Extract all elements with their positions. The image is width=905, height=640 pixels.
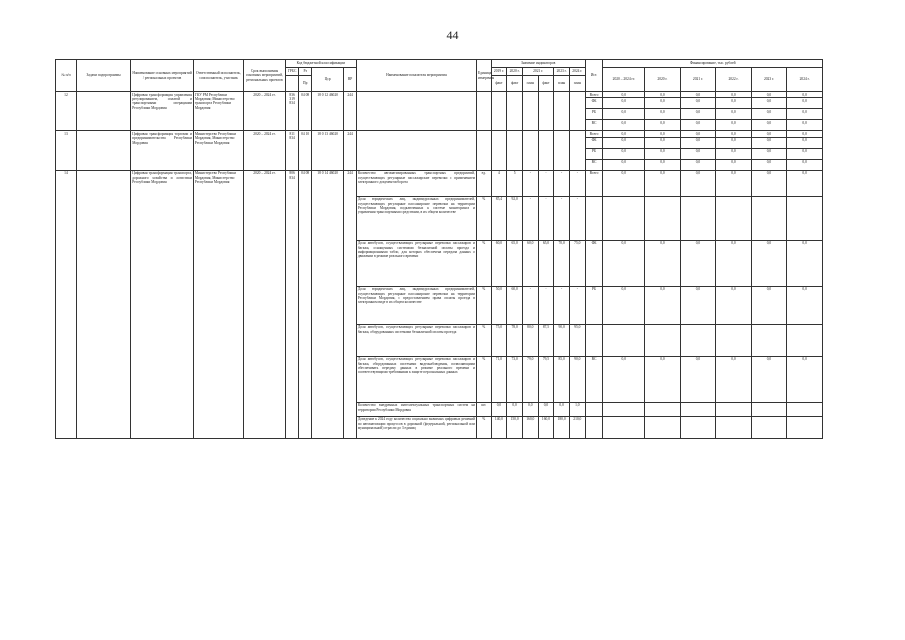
finance-value: 0,0 xyxy=(680,109,716,120)
row-indicator-value xyxy=(538,131,554,170)
row-indicator-value xyxy=(569,92,585,131)
finance-source: РБ xyxy=(585,286,603,324)
finance-value xyxy=(680,324,716,356)
indicator-value: 160,0 xyxy=(522,416,538,438)
page-number: 44 xyxy=(446,28,459,42)
indicator-value: - xyxy=(522,286,538,324)
row-indicator-value xyxy=(507,92,523,131)
col-indicator-values-header: Значение индикаторов xyxy=(491,60,585,68)
indicator-value: - xyxy=(538,170,554,196)
finance-value: 0,0 xyxy=(680,98,716,109)
finance-source: ВС xyxy=(585,120,603,131)
indicator-value: 60,0 xyxy=(491,240,507,286)
row-indicator-value xyxy=(522,131,538,170)
sub-plan-3: план xyxy=(569,76,585,92)
indicator-value: - xyxy=(569,170,585,196)
finance-value: 0,0 xyxy=(603,159,645,170)
indicator-value: 95,0 xyxy=(569,324,585,356)
finance-value: 0,0 xyxy=(716,286,752,324)
indicator-unit: шт. xyxy=(476,402,491,416)
finance-source: Всего xyxy=(585,131,603,137)
bcc-csr: Цср xyxy=(311,68,343,92)
indicator-value: 210,0 xyxy=(569,416,585,438)
finance-value: 0,0 xyxy=(787,148,823,159)
indicator-unit: % xyxy=(476,416,491,438)
finance-value xyxy=(680,196,716,240)
indicator-value: 65,0 xyxy=(538,240,554,286)
bcc-grbs: ГРБС xyxy=(285,68,299,76)
finance-value: 0,0 xyxy=(603,131,645,137)
indicator-unit: % xyxy=(476,286,491,324)
sub-fact-2: факт xyxy=(507,76,523,92)
finance-value: 0,0 xyxy=(603,92,645,98)
finance-value: 0,0 xyxy=(751,109,787,120)
row-grbs: 836 319 834 xyxy=(285,92,299,131)
row-number: 12 xyxy=(56,92,77,131)
finance-source: ФБ xyxy=(585,137,603,148)
finance-value xyxy=(751,196,787,240)
row-term: 2020 – 2024 гг. xyxy=(244,131,286,170)
row-indicator-value xyxy=(507,131,523,170)
finance-value: 0,0 xyxy=(716,137,752,148)
bcc-rz: Рз xyxy=(299,68,312,76)
finance-value: 0,0 xyxy=(787,131,823,137)
indicator-value: 87,5 xyxy=(538,324,554,356)
indicator-name: Доведение к 2024 году количества социально значимых цифровых решений по автоматизации процессов в дорожной (федеральной, региональной или муниципальной) отрасли до 3 единиц xyxy=(356,416,476,438)
fin-total: 2020 – 2024 гг. xyxy=(603,68,645,92)
indicator-value: - xyxy=(538,286,554,324)
indicator-value: 60,0 xyxy=(522,240,538,286)
finance-value: 0,0 xyxy=(787,137,823,148)
row-csr: 18 0 12 46020 xyxy=(311,92,343,131)
row-csr: 18 0 13 46020 xyxy=(311,131,343,170)
indicator-value: - xyxy=(569,196,585,240)
row-indicator-value xyxy=(491,92,507,131)
finance-value: 0,0 xyxy=(603,137,645,148)
indicator-value: 180,0 xyxy=(554,416,570,438)
col-unit-header: Единица измерения xyxy=(476,60,491,92)
indicator-value: 90,0 xyxy=(554,324,570,356)
row-term: 2020 – 2024 гг. xyxy=(244,92,286,131)
finance-value: 0,0 xyxy=(751,137,787,148)
row-activity: Цифровая трансформация управления регулированием, оплатой и транспортными операциями Республики Мордовия xyxy=(131,92,194,131)
row-vr: 244 xyxy=(344,170,357,438)
finance-source xyxy=(585,416,603,438)
indicator-name: Количество внедренных интеллектуальных транспортных систем на территории Республики Мордовия xyxy=(356,402,476,416)
year-2019: 2019 г. xyxy=(491,68,507,76)
finance-source xyxy=(585,402,603,416)
finance-value: 0,0 xyxy=(680,159,716,170)
row-indicator xyxy=(356,131,476,170)
finance-source: РБ xyxy=(585,109,603,120)
indicator-unit: % xyxy=(476,196,491,240)
row-indicator-value xyxy=(554,131,570,170)
finance-value: 0,0 xyxy=(787,98,823,109)
fin-2021: 2021 г. xyxy=(680,68,716,92)
year-2020: 2020 г. xyxy=(507,68,523,76)
indicator-value: 0,0 xyxy=(507,402,523,416)
table-body xyxy=(56,92,823,439)
col-executor-header: Ответственный исполнитель, соисполнитель, участник xyxy=(193,60,243,92)
indicator-value: 0,0 xyxy=(554,402,570,416)
indicator-value: - xyxy=(554,286,570,324)
indicator-name: Доля автобусов, осуществляющих регулярные перевозки пассажиров и багажа, оборудованных системами видеонаблюдения, позволяющими обеспечивать передачу данных в режиме реального времени и соответствующими требованиям к защите персональных данных xyxy=(356,356,476,402)
indicator-value: 0,0 xyxy=(522,402,538,416)
fin-2024: 2024 г. xyxy=(787,68,823,92)
indicator-name: Доля юридических лиц, индивидуальных предпринимателей, осуществляющих регулярные пассажирские перевозки на территории Республики Мордовия, с предоставлением права оплаты проезда в электронном виде в их общем количестве xyxy=(356,286,476,324)
finance-value: 0,0 xyxy=(645,98,681,109)
finance-value: 0,0 xyxy=(680,120,716,131)
finance-value: 0,0 xyxy=(751,240,787,286)
indicator-name: Доля автобусов, осуществляющих регулярные перевозки пассажиров и багажа, оборудованных системами безналичной оплаты проезда xyxy=(356,324,476,356)
finance-value: 0,0 xyxy=(645,131,681,137)
bcc-grbs-sub xyxy=(285,76,299,92)
finance-value: 0,0 xyxy=(787,109,823,120)
finance-value: 0,0 xyxy=(603,120,645,131)
finance-value: 0,0 xyxy=(787,170,823,196)
row-unit xyxy=(476,131,491,170)
finance-value: 0,0 xyxy=(751,131,787,137)
indicator-value: 1,0 xyxy=(569,402,585,416)
finance-source: Всего xyxy=(585,92,603,98)
indicator-value: - xyxy=(569,286,585,324)
finance-value: 0,0 xyxy=(645,159,681,170)
finance-value xyxy=(603,402,645,416)
sub-plan-2: план xyxy=(554,76,570,92)
finance-value: 0,0 xyxy=(716,356,752,402)
finance-value xyxy=(751,402,787,416)
finance-value xyxy=(645,416,681,438)
finance-value: 0,0 xyxy=(751,356,787,402)
finance-value: 0,0 xyxy=(680,92,716,98)
finance-value xyxy=(751,324,787,356)
row-vr: 244 xyxy=(344,92,357,131)
finance-value xyxy=(680,402,716,416)
finance-value xyxy=(787,416,823,438)
finance-source xyxy=(585,196,603,240)
indicator-value: 150,0 xyxy=(507,416,523,438)
indicator-value: 0,0 xyxy=(491,402,507,416)
finance-value: 0,0 xyxy=(603,98,645,109)
indicator-unit: % xyxy=(476,324,491,356)
finance-value: 0,0 xyxy=(645,148,681,159)
row-task xyxy=(76,92,130,131)
finance-value xyxy=(716,324,752,356)
row-number: 13 xyxy=(56,131,77,170)
finance-value: 0,0 xyxy=(787,356,823,402)
finance-value: 0,0 xyxy=(751,92,787,98)
indicator-value: 70,0 xyxy=(554,240,570,286)
row-unit xyxy=(476,92,491,131)
finance-value xyxy=(787,402,823,416)
finance-value: 0,0 xyxy=(716,148,752,159)
finance-value: 0,0 xyxy=(603,170,645,196)
indicator-unit: % xyxy=(476,240,491,286)
finance-value: 0,0 xyxy=(751,286,787,324)
finance-value: 0,0 xyxy=(751,120,787,131)
finance-value: 0,0 xyxy=(680,137,716,148)
indicator-value: 140,0 xyxy=(491,416,507,438)
row-vr: 244 xyxy=(344,131,357,170)
col-bcc-header: Код бюджетной классификации xyxy=(285,60,356,68)
row-rz: 04 08 xyxy=(299,92,312,131)
finance-value xyxy=(787,324,823,356)
fin-2023: 2023 г. xyxy=(751,68,787,92)
finance-source xyxy=(585,324,603,356)
finance-value: 0,0 xyxy=(645,137,681,148)
col-task-header: Задачи подпрограммы xyxy=(76,60,130,92)
row-indicator-value xyxy=(522,92,538,131)
finance-value: 0,0 xyxy=(603,286,645,324)
indicator-value: 92,0 xyxy=(507,196,523,240)
finance-value: 0,0 xyxy=(787,159,823,170)
finance-value: 0,0 xyxy=(680,286,716,324)
program-activities-table xyxy=(55,59,823,439)
sub-fact-1: факт xyxy=(491,76,507,92)
indicator-value: - xyxy=(522,196,538,240)
indicator-value: 71,0 xyxy=(491,356,507,402)
finance-value: 0,0 xyxy=(716,109,752,120)
indicator-name: Доля автобусов, осуществляющих регулярные перевозки пассажиров и багажа, оснащенных системами безналичной оплаты проезда и информационными табло, для которых обеспечена передача данных о движении в режиме реального времени xyxy=(356,240,476,286)
year-2024: 2024 г. xyxy=(569,68,585,76)
indicator-value: 85,0 xyxy=(554,356,570,402)
finance-value: 0,0 xyxy=(680,356,716,402)
finance-value xyxy=(645,324,681,356)
finance-value xyxy=(716,196,752,240)
row-grbs: 806 834 xyxy=(285,170,299,438)
col-activity-header: Наименование основных мероприятий / региональных проектов xyxy=(131,60,194,92)
finance-value: 0,0 xyxy=(603,109,645,120)
sub-fact-3: факт xyxy=(538,76,554,92)
indicator-value: 60,0 xyxy=(507,286,523,324)
finance-value xyxy=(603,324,645,356)
finance-value: 0,0 xyxy=(787,286,823,324)
indicator-value: 80,0 xyxy=(522,324,538,356)
row-csr: 18 0 14 46020 xyxy=(311,170,343,438)
indicator-value: 90,0 xyxy=(569,356,585,402)
indicator-value: 79,5 xyxy=(538,356,554,402)
indicator-value: 0,0 xyxy=(538,402,554,416)
col-number-header: № п/п xyxy=(56,60,77,92)
finance-value xyxy=(680,416,716,438)
finance-value: 0,0 xyxy=(716,120,752,131)
indicator-value: 73,0 xyxy=(507,356,523,402)
row-indicator-value xyxy=(554,92,570,131)
finance-source: РБ xyxy=(585,148,603,159)
finance-value: 0,0 xyxy=(603,356,645,402)
sub-plan-1: план xyxy=(522,76,538,92)
indicator-name: Количество автоматизированных транспортных предприятий, осуществляющих регулярные пассажирские перевозки с применением электронного документооборота xyxy=(356,170,476,196)
row-activity: Цифровая трансформация транспорта, дорожного хозяйства и логистики Республики Мордовия xyxy=(131,170,194,438)
finance-value: 0,0 xyxy=(603,240,645,286)
finance-source: Всего xyxy=(585,170,603,196)
col-indicator-header: Наименование показателя мероприятия xyxy=(356,60,476,92)
finance-value: 0,0 xyxy=(716,159,752,170)
finance-value: 0,0 xyxy=(787,120,823,131)
year-2021: 2021 г. xyxy=(522,68,553,76)
row-task xyxy=(76,170,130,438)
indicator-name: Доля юридических лиц, индивидуальных предпринимателей, осуществляющих регулярные пассажирские перевозки на территории Республики Мордовия, подключенных к системе мониторинга и управления транспортными средствами, в их общем количестве xyxy=(356,196,476,240)
finance-source: ВС xyxy=(585,159,603,170)
indicator-unit: % xyxy=(476,356,491,402)
finance-value: 0,0 xyxy=(680,148,716,159)
indicator-value: - xyxy=(554,170,570,196)
finance-value: 0,0 xyxy=(751,159,787,170)
indicator-value: 75,0 xyxy=(491,324,507,356)
finance-value: 0,0 xyxy=(645,356,681,402)
finance-value xyxy=(751,416,787,438)
finance-value xyxy=(787,196,823,240)
row-indicator-value xyxy=(538,92,554,131)
finance-source: ВС xyxy=(585,356,603,402)
finance-value: 0,0 xyxy=(645,170,681,196)
table-row xyxy=(56,170,823,196)
indicator-value: 79,0 xyxy=(522,356,538,402)
row-rz: 04 08 xyxy=(299,170,312,438)
indicator-value: - xyxy=(522,170,538,196)
finance-value xyxy=(645,402,681,416)
finance-value xyxy=(603,196,645,240)
finance-value: 0,0 xyxy=(716,98,752,109)
row-number: 14 xyxy=(56,170,77,438)
row-activity: Цифровая трансформация торговли и предпринимательства Республики Мордовия xyxy=(131,131,194,170)
finance-value: 0,0 xyxy=(716,240,752,286)
fin-2020: 2020 г. xyxy=(645,68,681,92)
col-ist-header: Ист. xyxy=(585,60,603,92)
finance-value: 0,0 xyxy=(716,131,752,137)
finance-value: 0,0 xyxy=(716,170,752,196)
row-executor: Министерство Республики Мордовия, Министерство Республики Мордовия xyxy=(193,170,243,438)
indicator-value: 85,4 xyxy=(491,196,507,240)
fin-2022: 2022 г. xyxy=(716,68,752,92)
row-indicator-value xyxy=(491,131,507,170)
bcc-pr: Пр xyxy=(299,76,312,92)
finance-source: ФБ xyxy=(585,98,603,109)
finance-value: 0,0 xyxy=(645,120,681,131)
finance-value: 0,0 xyxy=(645,240,681,286)
indicator-value: 75,0 xyxy=(569,240,585,286)
row-task xyxy=(76,131,130,170)
row-executor: Министерство Республики Мордовия, Министерство Республики Мордовия xyxy=(193,131,243,170)
col-term-header: Срок выполнения основных мероприятий, региональных проектов xyxy=(244,60,286,92)
finance-value: 0,0 xyxy=(680,170,716,196)
finance-value: 0,0 xyxy=(680,240,716,286)
finance-value: 0,0 xyxy=(787,240,823,286)
indicator-value: - xyxy=(538,196,554,240)
indicator-unit: ед. xyxy=(476,170,491,196)
finance-value: 0,0 xyxy=(603,148,645,159)
year-2023: 2023 г. xyxy=(554,68,570,76)
row-grbs: 811 834 xyxy=(285,131,299,170)
finance-value: 0,0 xyxy=(645,286,681,324)
bcc-vr: ВР xyxy=(344,68,357,92)
indicator-value: - xyxy=(554,196,570,240)
indicator-value: 65,0 xyxy=(507,240,523,286)
finance-value: 0,0 xyxy=(751,148,787,159)
indicator-value: 50,0 xyxy=(491,286,507,324)
indicator-value: 160,0 xyxy=(538,416,554,438)
finance-value xyxy=(716,416,752,438)
finance-value: 0,0 xyxy=(716,92,752,98)
indicator-value: 78,0 xyxy=(507,324,523,356)
finance-value xyxy=(603,416,645,438)
finance-value: 0,0 xyxy=(751,98,787,109)
finance-value xyxy=(716,402,752,416)
finance-value: 0,0 xyxy=(787,92,823,98)
finance-value: 0,0 xyxy=(645,109,681,120)
row-indicator-value xyxy=(569,131,585,170)
row-executor: ГКУ РМ Республики Мордовия; Министерство транспорта Республики Мордовия xyxy=(193,92,243,131)
row-rz: 04 10 xyxy=(299,131,312,170)
finance-value: 0,0 xyxy=(645,92,681,98)
indicator-value: 4 xyxy=(491,170,507,196)
finance-value: 0,0 xyxy=(751,170,787,196)
finance-value xyxy=(645,196,681,240)
row-indicator xyxy=(356,92,476,131)
col-finance-header: Финансирование, тыс. рублей xyxy=(603,60,823,68)
finance-source: ФБ xyxy=(585,240,603,286)
indicator-value: 5 xyxy=(507,170,523,196)
finance-value: 0,0 xyxy=(680,131,716,137)
row-term: 2020 – 2024 гг. xyxy=(244,170,286,438)
